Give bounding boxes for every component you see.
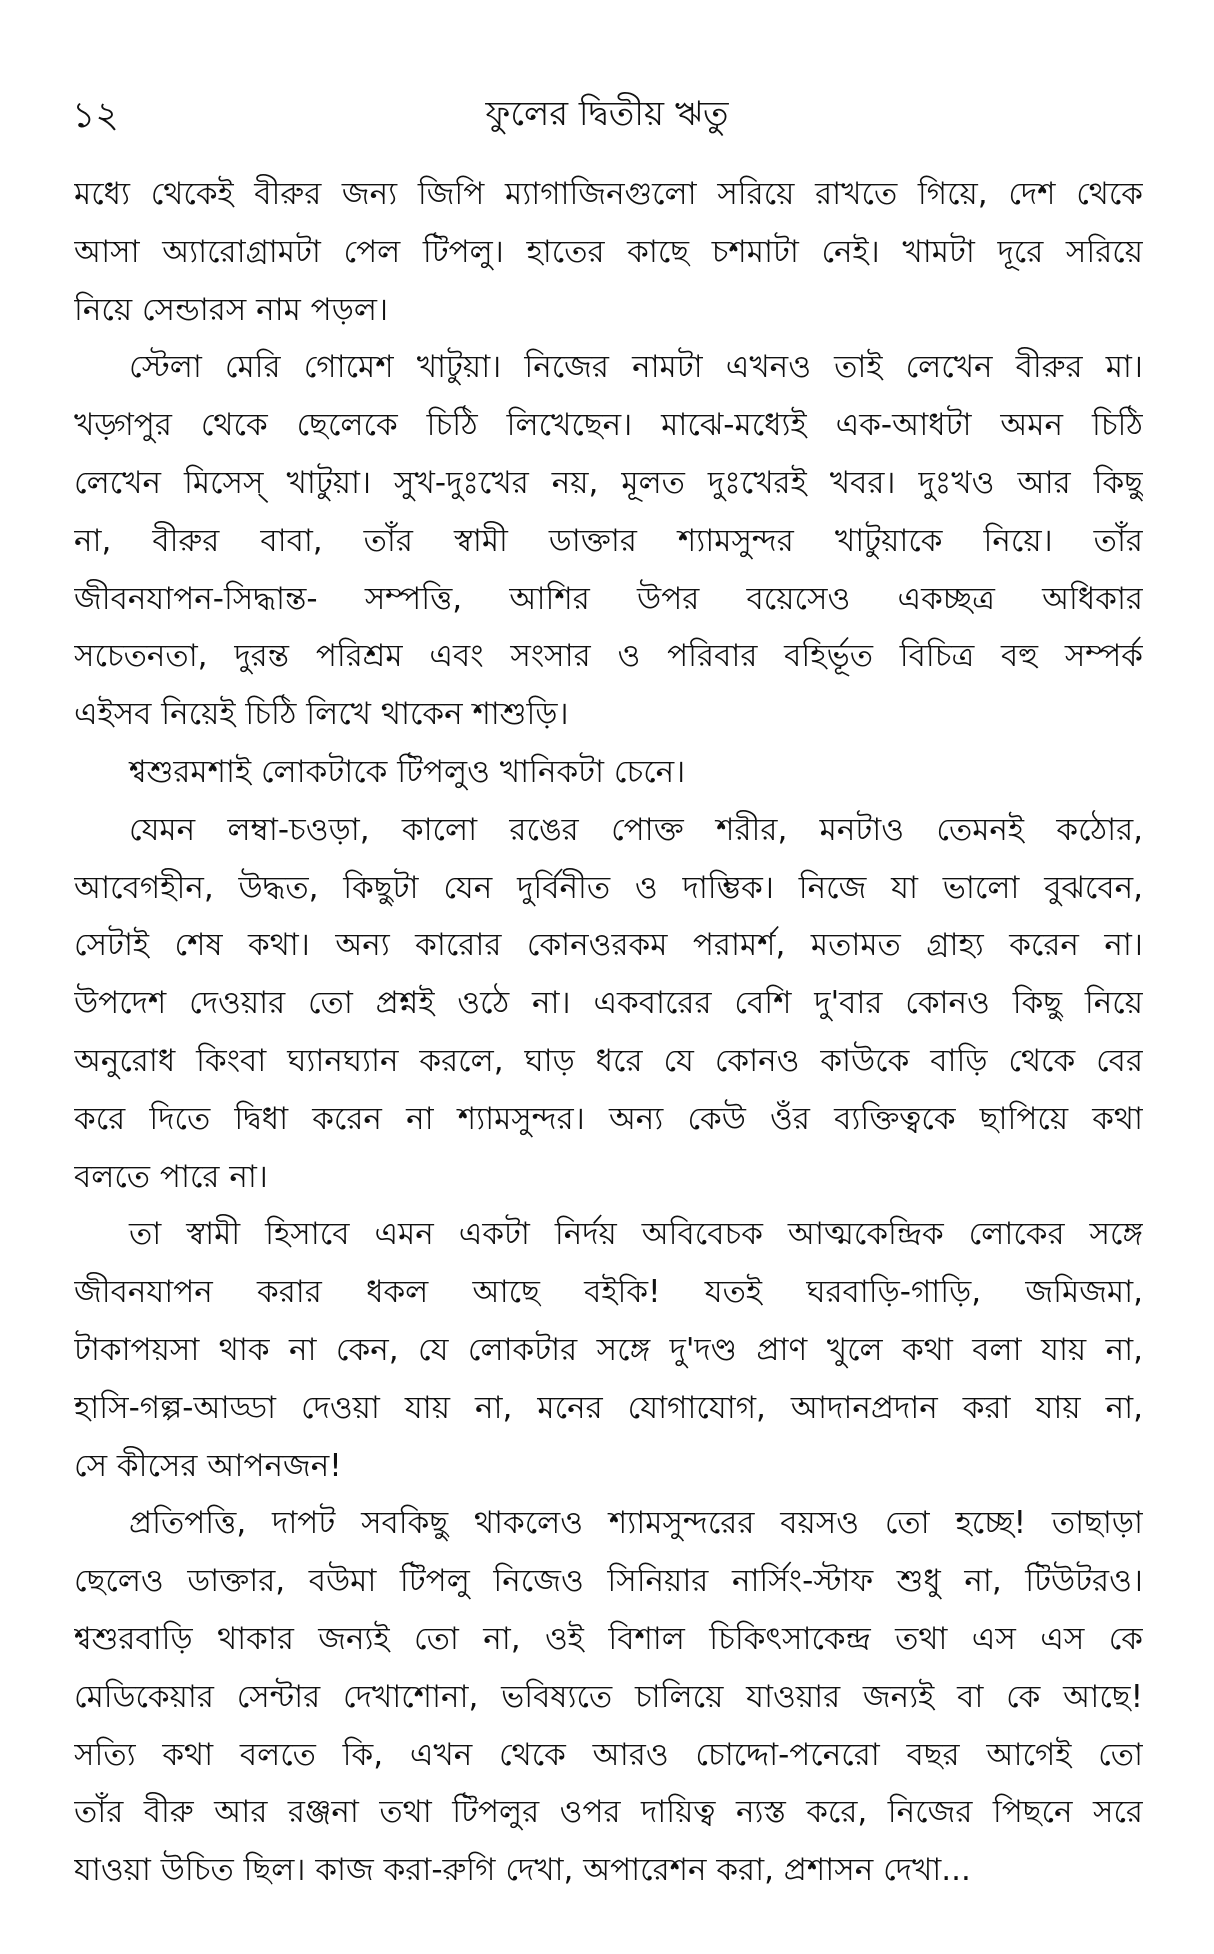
text-line: জীবনযাপন করার ধকল আছে বইকি! যতই ঘরবাড়ি-গাড়ি, জমিজমা, (74, 1274, 1143, 1311)
text-line: শ্বশুরমশাই লোকটাকে টিপলুও খানিকটা চেনে। (129, 753, 686, 790)
paragraph (74, 1206, 1143, 1495)
text-line: জীবনযাপন-সিদ্ধান্ত- সম্পত্তি, আশির উপর বয়েসেও একচ্ছত্র অধিকার (74, 580, 1143, 617)
text-line: মধ্যে থেকেই বীরুর জন্য জিপি ম্যাগাজিনগুলো সরিয়ে রাখতে গিয়ে, দেশ থেকে (74, 176, 1143, 212)
text-line: যাওয়া উচিত ছিল। কাজ করা-রুগি দেখা, অপারেশন করা, প্রশাসন দেখা... (74, 1852, 971, 1889)
text-line: আবেগহীন, উদ্ধত, কিছুটা যেন দুর্বিনীত ও দাম্ভিক। নিজে যা ভালো বুঝবেন, (74, 869, 1143, 906)
text-line: তা স্বামী হিসাবে এমন একটা নির্দয় অবিবেচক আত্মকেন্দ্রিক লোকের সঙ্গে (129, 1216, 1143, 1253)
page-number: ১২ (72, 95, 119, 136)
text-line: সত্যি কথা বলতে কি, এখন থেকে আরও চোদ্দো-পনেরো বছর আগেই তো (74, 1736, 1143, 1773)
text-line: উপদেশ দেওয়ার তো প্রশ্নই ওঠে না। একবারের বেশি দু'বার কোনও কিছু নিয়ে (74, 985, 1143, 1022)
text-line: হাসি-গল্প-আড্ডা দেওয়া যায় না, মনের যোগাযোগ, আদানপ্রদান করা যায় না, (74, 1389, 1143, 1426)
paragraph (74, 744, 1143, 802)
text-line: স্টেলা মেরি গোমেশ খাটুয়া। নিজের নামটা এখনও তাই লেখেন বীরুর মা। (129, 349, 1143, 386)
text-line: অনুরোধ কিংবা ঘ্যানঘ্যান করলে, ঘাড় ধরে যে কোনও কাউকে বাড়ি থেকে বের (74, 1042, 1143, 1079)
text-line: না, বীরুর বাবা, তাঁর স্বামী ডাক্তার শ্যামসুন্দর খাটুয়াকে নিয়ে। তাঁর (74, 522, 1143, 559)
text-line: সে কীসের আপনজন! (74, 1447, 342, 1484)
text-line: নিয়ে সেন্ডারস নাম পড়ল। (74, 291, 389, 328)
text-line: শ্বশুরবাড়ি থাকার জন্যই তো না, ওই বিশাল চিকিৎসাকেন্দ্র তথা এস এস কে (74, 1620, 1143, 1657)
text-line: সচেতনতা, দুরন্ত পরিশ্রম এবং সংসার ও পরিবার বহির্ভূত বিচিত্র বহু সম্পর্ক (74, 638, 1143, 675)
text-line: করে দিতে দ্বিধা করেন না শ্যামসুন্দর। অন্য কেউ ওঁর ব্যক্তিত্বকে ছাপিয়ে কথা (74, 1100, 1143, 1137)
text-line: তাঁর বীরু আর রঞ্জনা তথা টিপলুর ওপর দায়িত্ব ন্যস্ত করে, নিজের পিছনে সরে (74, 1794, 1143, 1831)
paragraph (74, 802, 1143, 1207)
text-line: মেডিকেয়ার সেন্টার দেখাশোনা, ভবিষ্যতে চালিয়ে যাওয়ার জন্যই বা কে আছে! (74, 1678, 1143, 1715)
text-line: আসা অ্যারোগ্রামটা পেল টিপলু। হাতের কাছে চশমাটা নেই। খামটা দূরে সরিয়ে (74, 233, 1143, 270)
text-line: সেটাই শেষ কথা। অন্য কারোর কোনওরকম পরামর্শ, মতামত গ্রাহ্য করেন না। (74, 927, 1143, 964)
text-line: লেখেন মিসেস্ খাটুয়া। সুখ-দুঃখের নয়, মূলত দুঃখেরই খবর। দুঃখও আর কিছু (74, 464, 1143, 501)
text-line: যেমন লম্বা-চওড়া, কালো রঙের পোক্ত শরীর, মনটাও তেমনই কঠোর, (129, 811, 1143, 848)
text-line: টাকাপয়সা থাক না কেন, যে লোকটার সঙ্গে দু'দণ্ড প্রাণ খুলে কথা বলা যায় না, (74, 1331, 1143, 1368)
paragraph (74, 339, 1143, 744)
text-line: বলতে পারে না। (74, 1158, 268, 1195)
running-title: ফুলের দ্বিতীয় ঋতু (485, 94, 729, 134)
text-line: ছেলেও ডাক্তার, বউমা টিপলু নিজেও সিনিয়ার নার্সিং-স্টাফ শুধু না, টিউটরও। (74, 1563, 1143, 1600)
body-text (74, 166, 1143, 1900)
paragraph (74, 1495, 1143, 1900)
text-line: এইসব নিয়েই চিঠি লিখে থাকেন শাশুড়ি। (74, 696, 569, 733)
paragraph (74, 166, 1143, 339)
text-line: প্রতিপত্তি, দাপট সবকিছু থাকলেও শ্যামসুন্দরের বয়সও তো হচ্ছে! তাছাড়া (129, 1505, 1143, 1542)
text-line: খড়্গপুর থেকে ছেলেকে চিঠি লিখেছেন। মাঝে-মধ্যেই এক-আধটা অমন চিঠি (74, 407, 1143, 444)
